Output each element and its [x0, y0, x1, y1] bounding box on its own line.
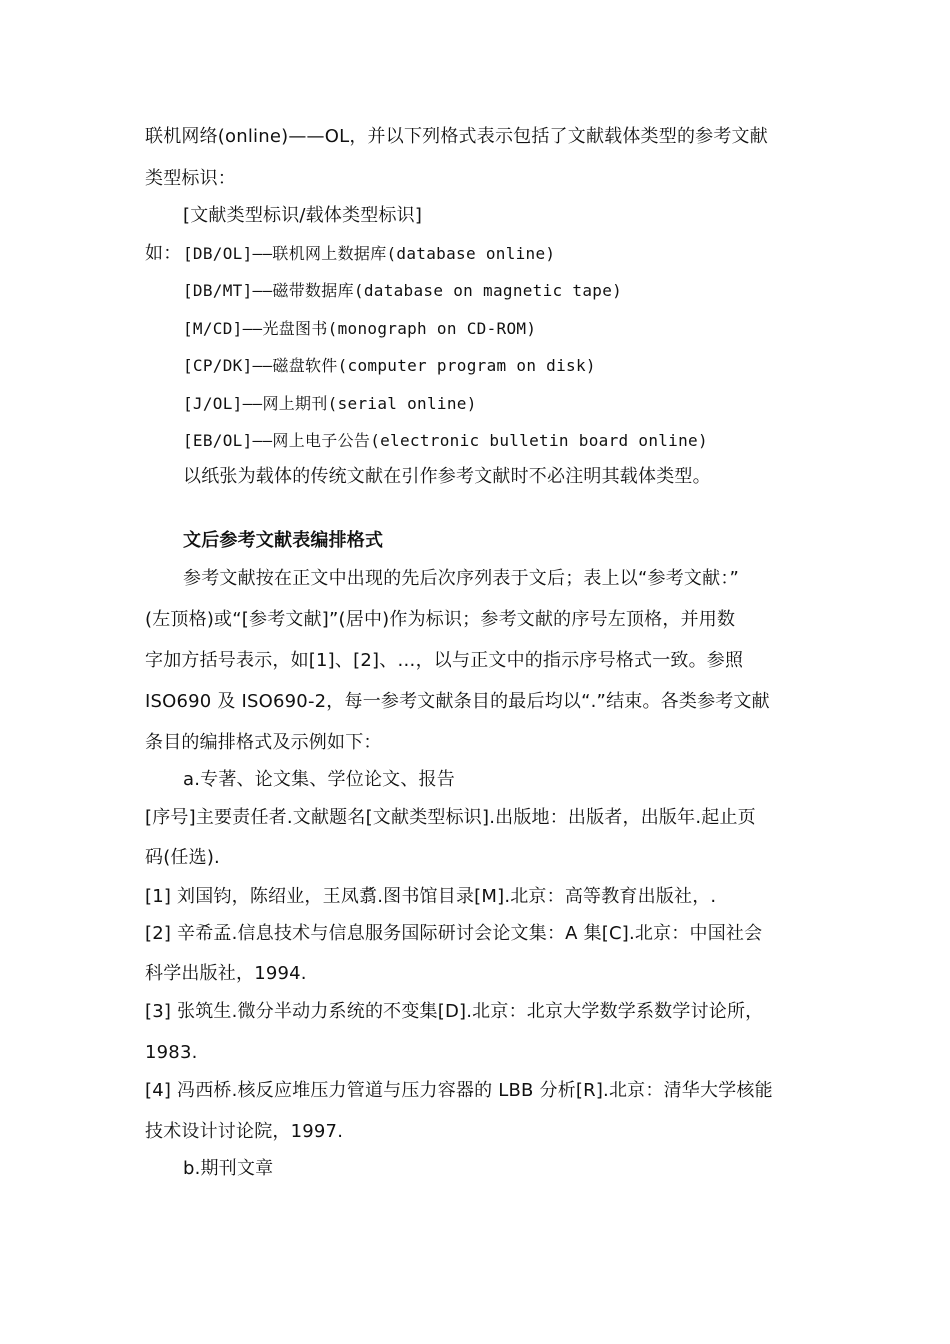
intro-line-1: 联机网络(online)——OL，并以下列格式表示包括了文献载体类型的参考文献: [145, 126, 768, 147]
example-item: [EB/OL]——网上电子公告(electronic bulletin board online): [183, 431, 708, 450]
reference-entry-4-continued: 技术设计讨论院，1997.: [145, 1121, 344, 1142]
example-item: [CP/DK]——磁盘软件(computer program on disk): [183, 356, 596, 375]
intro-line-2: 类型标识：: [145, 168, 236, 189]
reference-entry-3-continued: 1983.: [145, 1042, 198, 1063]
reference-format-line: 码(任选).: [145, 847, 220, 868]
subsection-b-title: b.期刊文章: [183, 1158, 274, 1179]
examples-prefix: 如：: [145, 243, 182, 264]
example-item: [DB/MT]——磁带数据库(database on magnetic tape): [183, 281, 623, 300]
example-item: [DB/OL]——联机网上数据库(database online): [183, 244, 556, 263]
subsection-a-title: a.专著、论文集、学位论文、报告: [183, 769, 455, 790]
reference-entry-4: [4] 冯西桥.核反应堆压力管道与压力容器的 LBB 分析[R].北京：清华大学核能: [145, 1080, 773, 1101]
reference-entry-2-continued: 科学出版社，1994.: [145, 963, 307, 984]
format-template: [文献类型标识/载体类型标识]: [183, 205, 423, 226]
reference-format-line: [序号]主要责任者.文献题名[文献类型标识].出版地：出版者，出版年.起止页: [145, 807, 756, 828]
reference-entry-3: [3] 张筑生.微分半动力系统的不变集[D].北京：北京大学数学系数学讨论所，: [145, 1001, 764, 1022]
carrier-note: 以纸张为载体的传统文献在引作参考文献时不必注明其载体类型。: [183, 466, 711, 487]
reference-entry-2: [2] 辛希孟.信息技术与信息服务国际研讨会论文集：A 集[C].北京：中国社会: [145, 923, 763, 944]
section-heading: 文后参考文献表编排格式: [183, 530, 384, 551]
section-paragraph-line: 字加方括号表示，如[1]、[2]、…，以与正文中的指示序号格式一致。参照: [145, 650, 744, 671]
section-paragraph-line: ISO690 及 ISO690-2，每一参考文献条目的最后均以“.”结束。各类参考文献: [145, 691, 770, 712]
reference-entry-1: [1] 刘国钧，陈绍业，王凤翥.图书馆目录[M].北京：高等教育出版社，.: [145, 886, 717, 907]
section-paragraph-line: 条目的编排格式及示例如下：: [145, 732, 382, 753]
example-item: [J/OL]——网上期刊(serial online): [183, 394, 477, 413]
section-paragraph-line: (左顶格)或“[参考文献]”(居中)作为标识；参考文献的序号左顶格，并用数: [145, 609, 736, 630]
example-item: [M/CD]——光盘图书(monograph on CD-ROM): [183, 319, 537, 338]
section-paragraph-line: 参考文献按在正文中出现的先后次序列表于文后；表上以“参考文献：”: [183, 568, 740, 589]
